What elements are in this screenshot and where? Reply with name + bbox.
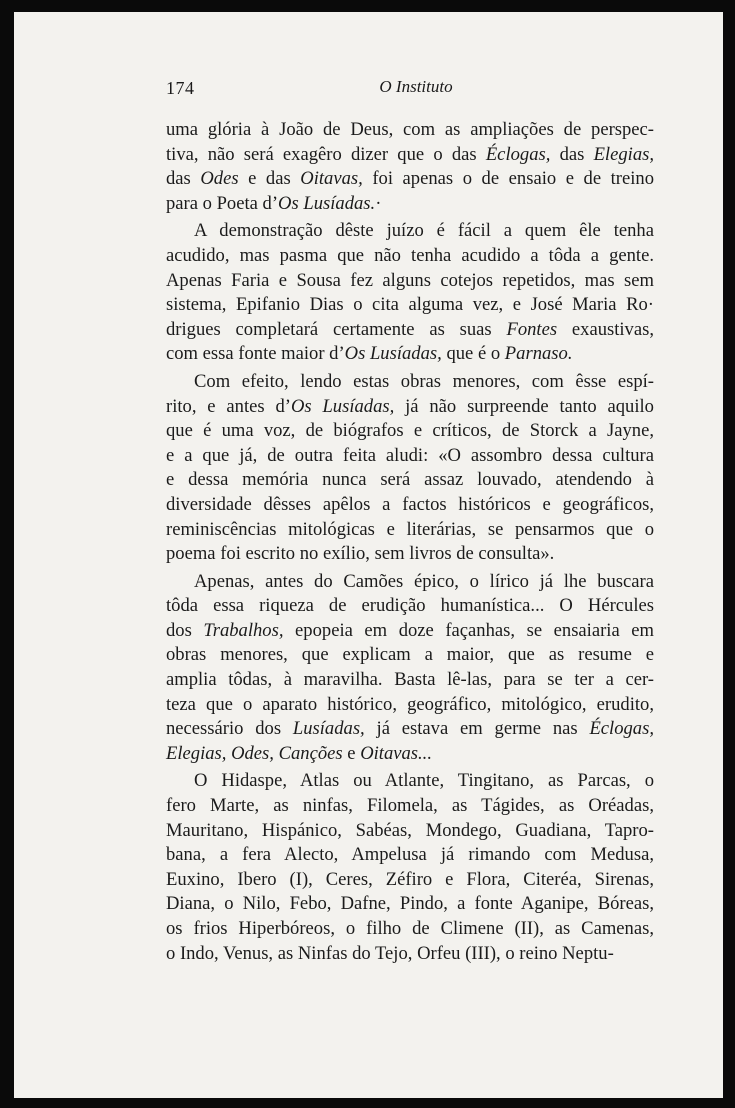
text-line: Euxino, Ibero (I), Ceres, Zéfiro e Flora, Citeréa, Sirenas, [166,868,654,890]
text-line: Apenas Faria e Sousa fez alguns cotejos repetidos, mas sem [166,269,654,291]
text-line: obras menores, que explicam a maior, que as resume e [166,644,654,666]
italic-text: Trabalhos, [203,619,284,641]
text-line: para o Poeta d’Os Lusíadas.· [166,192,382,214]
italic-text: Elegias, Odes, Canções [166,742,343,764]
italic-text: Odes [200,168,239,190]
italic-text: Os Lusíadas, [344,343,442,365]
text-line: e a que já, de outra feita aludi: «O assombro dessa cultura [166,444,654,466]
text-line: com essa fonte maior d’Os Lusíadas, que é o Parnaso. [166,343,573,365]
text-line: diversidade dêsses apêlos a factos históricos e geográficos, [166,493,654,515]
text-line: Diana, o Nilo, Febo, Dafne, Pindo, a fonte Aganipe, Bóreas, [166,893,654,915]
italic-text: Éclogas, [485,143,551,165]
text-line: reminiscências mitológicas e literárias, se pensarmos que o [166,518,654,540]
page-number: 174 [166,78,195,98]
paragraph [166,570,654,767]
italic-text: Lusíadas, [292,718,365,740]
text-line: bana, a fera Alecto, Ampelusa já rimando com Medusa, [166,844,654,866]
italic-text: Os Lusíadas, [290,395,395,417]
text-line: Elegias, Odes, Canções e Oitavas... [166,742,432,764]
italic-text: Fontes [506,318,558,340]
text-line: Apenas, antes do Camões épico, o lírico já lhe buscara [194,570,654,592]
text-line: amplia tôdas, à maravilha. Basta lê-las, para se ter a cer- [166,669,654,691]
italic-text: Éclogas, [589,718,654,740]
text-line: rito, e antes d’Os Lusíadas, já não surpreende tanto aquilo [166,395,654,417]
text-line: O Hidaspe, Atlas ou Atlante, Tingitano, as Parcas, o [194,770,654,792]
italic-text: Oitavas, [300,168,363,190]
italic-text: Parnaso. [504,343,573,365]
text-line: Mauritano, Hispánico, Sabéas, Mondego, Guadiana, Tapro- [166,819,654,841]
paragraph [166,769,654,966]
text-line: poema foi escrito no exílio, sem livros de consulta». [166,543,555,565]
text-line: que é uma voz, de biógrafos e críticos, de Storck a Jayne, [166,420,654,442]
text-line: fero Marte, as ninfas, Filomela, as Tágides, as Oréadas, [166,795,654,817]
text-line: Com efeito, lendo estas obras menores, com êsse espí- [194,370,654,392]
page-header [166,74,654,104]
text-line: teza que o aparato histórico, geográfico, mitológico, erudito, [166,693,654,715]
body-text [166,118,654,966]
italic-text: Os Lusíadas. [278,192,376,214]
text-line: e dessa memória nunca será assaz louvado, atendendo à [166,469,654,491]
running-title: O Instituto [379,77,453,96]
paragraph [166,370,654,567]
text-line: tiva, não será exagêro dizer que o das Éclogas, das Elegias, [166,143,654,165]
text-line: uma glória à João de Deus, com as ampliações de perspec- [166,119,654,140]
italic-text: Oitavas... [360,742,432,764]
text-line: drigues completará certamente as suas Fontes exaustivas, [166,318,654,340]
text-line: o Indo, Venus, as Ninfas do Tejo, Orfeu (III), o reino Neptu- [166,942,614,964]
text-line: das Odes e das Oitavas, foi apenas o de ensaio e de treino [166,168,655,190]
text-line: sistema, Epifanio Dias o cita alguma vez, e José Maria Ro· [166,294,654,316]
text-line: acudido, mas pasma que não tenha acudido a tôda a gente. [166,244,654,266]
book-page [14,12,723,1098]
italic-text: Elegias, [593,143,654,165]
text-line: dos Trabalhos, epopeia em doze façanhas, se ensaiaria em [166,619,654,641]
text-line: necessário dos Lusíadas, já estava em germe nas Éclogas, [166,718,654,740]
paragraph [166,118,654,216]
paragraph [166,219,654,367]
text-line: A demonstração dêste juízo é fácil a quem êle tenha [194,220,654,242]
text-line: os frios Hiperbóreos, o filho de Climene (II), as Camenas, [166,918,654,939]
text-line: tôda essa riqueza de erudição humanística... O Hércules [166,595,654,617]
